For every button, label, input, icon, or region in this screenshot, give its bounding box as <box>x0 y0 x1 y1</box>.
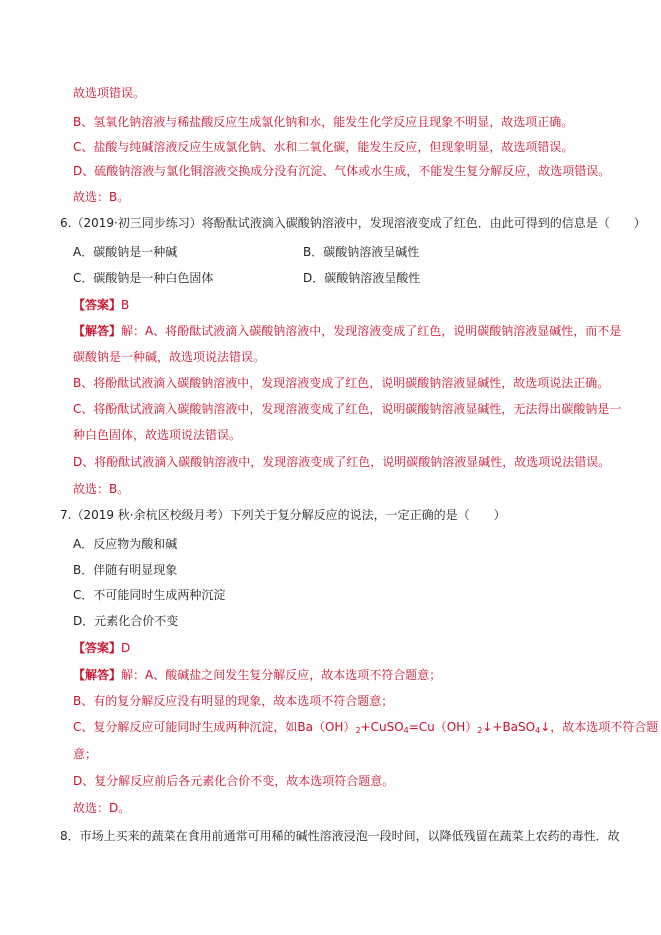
equation-text: =Cu（OH） <box>408 720 478 734</box>
q6-explanation-line <box>73 323 621 339</box>
equation-text: ↓，故本选项不符合题 <box>540 720 659 734</box>
text-line: 故选：B。 <box>73 190 130 204</box>
q6-explanation-line: B、将酚酞试液滴入碳酸钠溶液中，发现溶液变成了红色，说明碳酸钠溶液显碱性，故选项说法正确。 <box>73 376 610 390</box>
q7-answer <box>73 640 130 656</box>
q6-explanation-line: 种白色固体，故选项说法错误。 <box>73 428 242 442</box>
text-line: B、氢氧化钠溶液与稀盐酸反应生成氯化钠和水，能发生化学反应且现象不明显，故选项正确。 <box>73 115 574 129</box>
explain-label: 【解答】 <box>73 668 122 682</box>
explain-label: 【解答】 <box>73 324 122 338</box>
answer-value: B <box>121 298 130 312</box>
q7-explanation-line: 意； <box>73 747 98 761</box>
q6-option-c: C．碳酸钠是一种白色固体 <box>73 271 214 285</box>
text-line: 故选项错误。 <box>73 86 146 100</box>
subscript: 4 <box>535 726 541 735</box>
equation-text: +CuSO <box>360 720 404 734</box>
q6-answer <box>73 297 129 313</box>
q7-final: 故选：D。 <box>73 801 131 815</box>
q7-option-d: D．元素化合价不变 <box>73 614 179 628</box>
q6-option-d: D．碳酸钠溶液呈酸性 <box>303 271 421 285</box>
answer-label: 【答案】 <box>73 298 122 312</box>
q7-explanation-line: D、复分解反应前后各元素化合价不变，故本选项符合题意。 <box>73 774 395 788</box>
q7-option-b: B．伴随有明显现象 <box>73 563 178 577</box>
q6-final: 故选：B。 <box>73 482 130 496</box>
subscript: 2 <box>477 726 483 735</box>
equation-text: C、复分解反应可能同时生成两种沉淀，如Ba（OH） <box>73 720 356 734</box>
q7-explanation-line <box>73 719 658 739</box>
explain-text: 解：A、酸碱盐之间发生复分解反应，故本选项不符合题意； <box>121 668 442 682</box>
subscript: 4 <box>403 726 409 735</box>
question-7-stem: 7.（2019 秋·余杭区校级月考）下列关于复分解反应的说法，一定正确的是（ ） <box>60 508 506 522</box>
q7-option-a: A．反应物为酸和碱 <box>73 537 178 551</box>
explain-text: 解：A、将酚酞试液滴入碳酸钠溶液中，发现溶液变成了红色，说明碳酸钠溶液显碱性，而不是 <box>121 324 622 338</box>
subscript: 2 <box>355 726 361 735</box>
question-8-stem: 8．市场上买来的蔬菜在食用前通常可用稀的碱性溶液浸泡一段时间，以降低残留在蔬菜上农药的毒性．故 <box>60 829 620 843</box>
q6-explanation-line: 碳酸钠是一种碱，故选项说法错误。 <box>73 350 266 364</box>
q6-explanation-line: D、将酚酞试液滴入碳酸钠溶液中，发现溶液变成了红色，说明碳酸钠溶液显碱性，故选项说法错误。 <box>73 455 611 469</box>
question-6-stem: 6.（2019·初三同步练习）将酚酞试液滴入碳酸钠溶液中，发现溶液变成了红色．由此可得到的信息是（ ） <box>60 216 646 230</box>
q7-option-c: C．不可能同时生成两种沉淀 <box>73 588 226 602</box>
q6-option-b: B．碳酸钠溶液呈碱性 <box>303 245 420 259</box>
equation-text: ↓+BaSO <box>482 720 536 734</box>
answer-value: D <box>121 641 131 655</box>
text-line: D、硫酸钠溶液与氯化铜溶液交换成分没有沉淀、气体或水生成，不能发生复分解反应，故选项错误。 <box>73 164 611 178</box>
q6-explanation-line: C、将酚酞试液滴入碳酸钠溶液中，发现溶液变成了红色，说明碳酸钠溶液显碱性，无法得出碳酸钠是一 <box>73 402 622 416</box>
q7-explanation-line <box>73 667 441 683</box>
text-line: C、盐酸与纯碱溶液反应生成氯化钠、水和二氧化碳，能发生反应，但现象明显，故选项错误。 <box>73 140 574 154</box>
answer-label: 【答案】 <box>73 641 122 655</box>
q6-option-a: A．碳酸钠是一种碱 <box>73 245 178 259</box>
q7-explanation-line: B、有的复分解反应没有明显的现象，故本选项不符合题意； <box>73 694 394 708</box>
